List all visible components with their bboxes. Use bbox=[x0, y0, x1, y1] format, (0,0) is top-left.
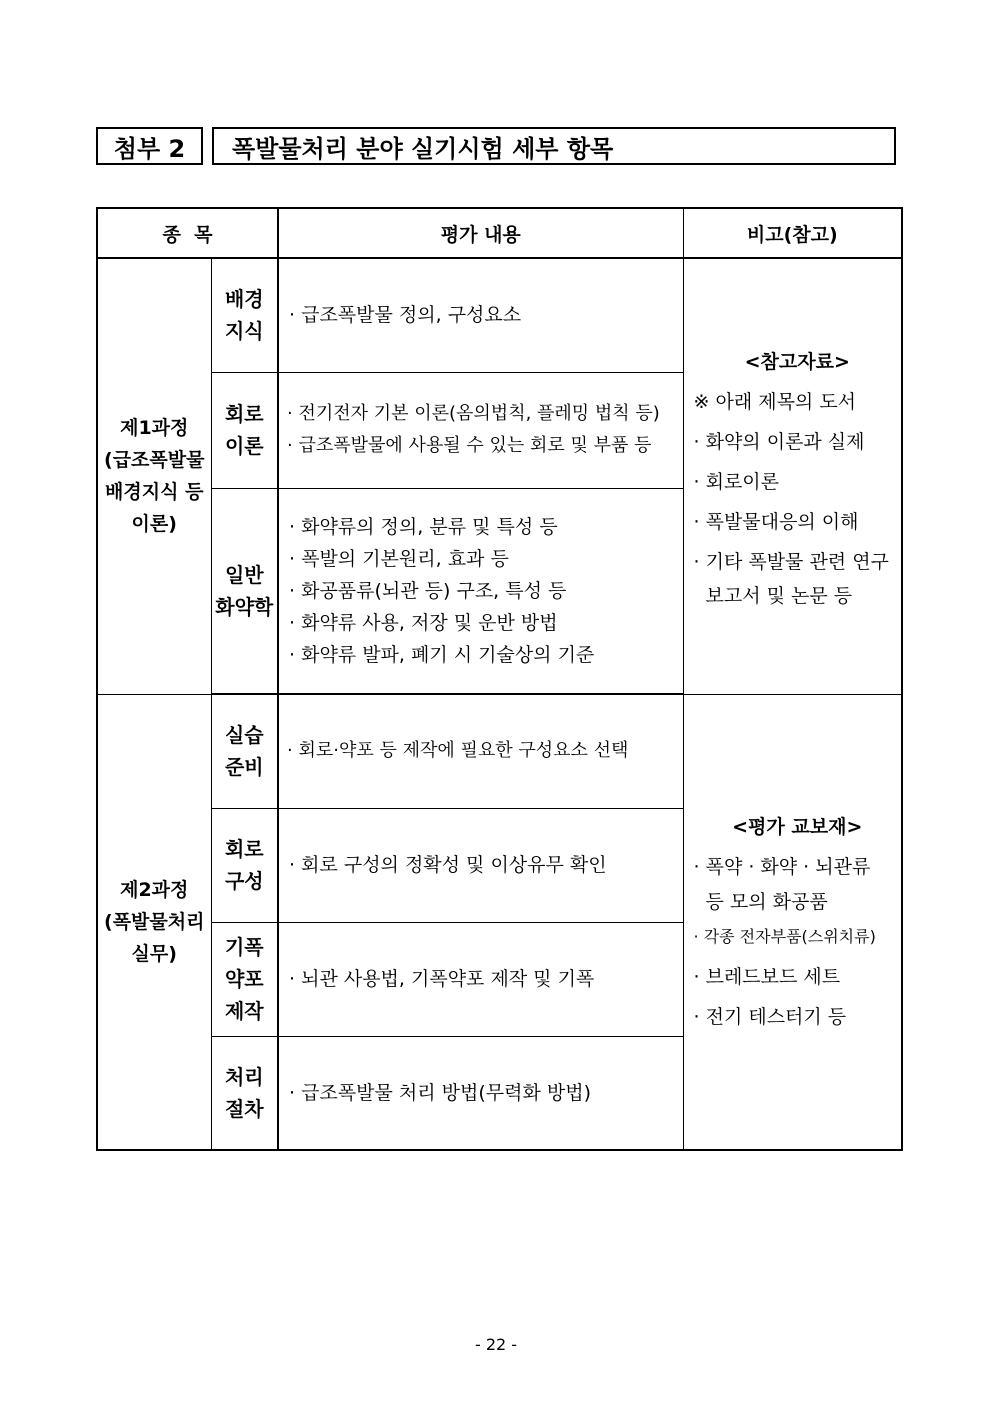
content-cell: · 회로 구성의 정확성 및 이상유무 확인 bbox=[278, 808, 683, 922]
content-cell: · 전기전자 기본 이론(옴의법칙, 플레밍 법칙 등) · 급조폭발물에 사용될 수 있는 회로 및 부품 등 bbox=[278, 372, 683, 488]
item-circuit-build: 회로 구성 bbox=[211, 808, 278, 922]
exam-items-table bbox=[96, 207, 903, 1151]
attachment-tag: 첨부 2 bbox=[96, 127, 203, 165]
content-cell: · 회로·약포 등 제작에 필요한 구성요소 선택 bbox=[278, 694, 683, 808]
document-title: 폭발물처리 분야 실기시험 세부 항목 bbox=[212, 127, 896, 165]
table-row bbox=[97, 258, 902, 372]
course2-name: 제2과정 (폭발물처리 실무) bbox=[97, 694, 211, 1150]
item-practice-prep: 실습 준비 bbox=[211, 694, 278, 808]
page-number: - 22 - bbox=[474, 1335, 518, 1354]
content-cell: · 급조폭발물 처리 방법(무력화 방법) bbox=[278, 1036, 683, 1150]
course2-note: <평가 교보재> · 폭약 · 화약 · 뇌관류 등 모의 화공품 · 각종 전자부품(스위치류) · 브레드보드 세트 · 전기 테스터기 등 bbox=[683, 694, 902, 1150]
content-cell: · 화약류의 정의, 분류 및 특성 등 · 폭발의 기본원리, 효과 등 · 화공품류(뇌관 등) 구조, 특성 등 · 화약류 사용, 저장 및 운반 방법 · 화약류 발파, 폐기 시 기술상의 기준 bbox=[278, 488, 683, 694]
table-row bbox=[97, 694, 902, 808]
col-header-note: 비고(참고) bbox=[683, 208, 902, 258]
course1-note: <참고자료> ※ 아래 제목의 도서 · 화약의 이론과 실제 · 회로이론 · 폭발물대응의 이해 · 기타 폭발물 관련 연구 보고서 및 논문 등 bbox=[683, 258, 902, 694]
item-general-explosives: 일반 화약학 bbox=[211, 488, 278, 694]
item-circuit-theory: 회로 이론 bbox=[211, 372, 278, 488]
table-header-row bbox=[97, 208, 902, 258]
item-disposal-procedure: 처리 절차 bbox=[211, 1036, 278, 1150]
content-cell: · 급조폭발물 정의, 구성요소 bbox=[278, 258, 683, 372]
content-cell: · 뇌관 사용법, 기폭약포 제작 및 기폭 bbox=[278, 922, 683, 1036]
course1-name: 제1과정 (급조폭발물 배경지식 등 이론) bbox=[97, 258, 211, 694]
item-background-knowledge: 배경 지식 bbox=[211, 258, 278, 372]
col-header-category: 종 목 bbox=[97, 208, 278, 258]
col-header-content: 평가 내용 bbox=[278, 208, 683, 258]
item-detonator-charge: 기폭 약포 제작 bbox=[211, 922, 278, 1036]
